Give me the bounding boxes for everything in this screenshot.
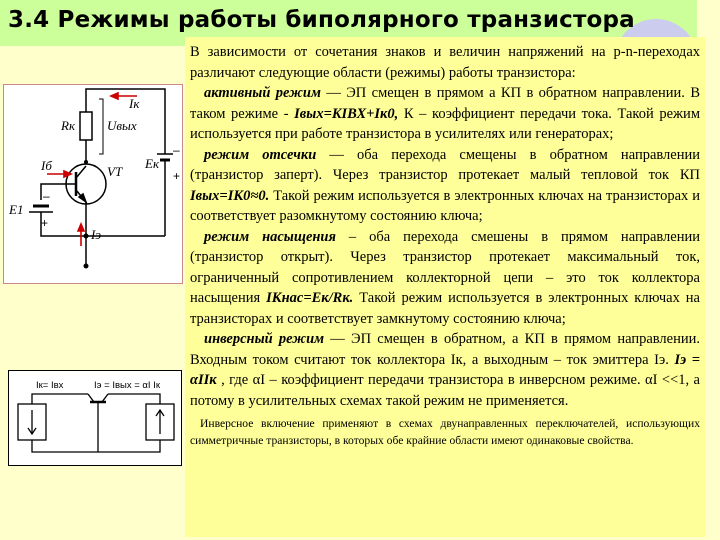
e1-plus-sign: + [41, 216, 49, 230]
saturation-mode-formula: IКнас=Eк/Rк. [266, 290, 354, 306]
label-rk: Rк [61, 118, 76, 133]
inverse-mode-paragraph [190, 329, 700, 411]
transistor-circuit-diagram [3, 84, 183, 284]
cutoff-mode-paragraph [190, 145, 700, 227]
active-mode-term: активный режим [204, 85, 321, 101]
label-vt: VT [107, 164, 123, 179]
inverse-mode-formula: Iэ = αIIк [190, 351, 700, 388]
ek-minus-sign: – [173, 143, 180, 157]
ek-plus-sign: + [173, 169, 181, 183]
saturation-mode-text2: Такой режим используется в электронных ключах на транзисторах и соответствует замкнутому состоянию ключа; [190, 290, 700, 327]
saturation-mode-text1: – оба перехода смешены в прямом направлении (транзистор открыт). Через транзистор протекает максимальный ток, ограниченный сопротивлением коллекторной цепи – это ток коллектора насыщения [190, 228, 700, 306]
inv-label-right: Iэ = Iвых = αI Iк [94, 380, 160, 391]
label-ie: Iэ [91, 227, 102, 242]
inverse-mode-text2: , где αI – коэффициент передачи транзистора в инверсном режиме. αI <<1, а потому в усилительных схемах такой режим не применяется. [190, 372, 700, 409]
active-mode-paragraph [190, 83, 700, 145]
intro-paragraph: В зависимости от сочетания знаков и величин напряжений на p-n-переходах различают следующие области (режимы) работы транзистора: [190, 44, 700, 81]
cutoff-mode-text2: Такой режим используется в электронных ключах на транзисторах и соответствует разомкнутому состоянию ключа; [190, 187, 700, 224]
slide-title: 3.4 Режимы работы биполярного транзистора [8, 7, 635, 33]
e1-minus-sign: – [43, 189, 50, 203]
active-mode-text2: К – коэффициент передачи тока. Такой режим используется при работе транзистора в усилителях или генераторах; [190, 105, 700, 142]
cutoff-mode-formula: Iвых=IК0≈0. [190, 187, 270, 204]
label-e1: E1 [9, 202, 24, 217]
active-mode-formula: Iвых=KIВХ+Iк0, [294, 105, 399, 122]
label-uvyx: Uвых [107, 118, 137, 133]
inverse-mode-circuit [8, 370, 182, 466]
label-ib: Iб [41, 158, 52, 173]
inverse-mode-term: инверсный режим [204, 331, 325, 347]
label-ek: Eк [145, 156, 160, 171]
active-mode-text1: — ЭП смещен в прямом а КП в обратном направлении. В таком режиме - [190, 85, 700, 122]
ground-dot [84, 264, 89, 269]
junction-dot-1 [84, 234, 89, 239]
junction-dot-2 [84, 160, 88, 164]
label-ik: Iк [129, 96, 140, 111]
body-text [190, 42, 700, 449]
cutoff-mode-text1: — оба перехода смещены в обратном направлении (транзистор заперт). Через транзистор протекает малый тепловой ток КП [190, 146, 700, 183]
saturation-mode-term: режим насыщения [204, 228, 336, 245]
inverse-note: Инверсное включение применяют в схемах двунаправленных переключателей, использующих симметричные транзисторы, в которых обе крайние области имеют одинаковые свойства. [190, 417, 700, 447]
saturation-mode-paragraph [190, 227, 700, 330]
inv-label-left: Iк= Iвх [36, 380, 64, 391]
cutoff-mode-term: режим отсечки [204, 146, 317, 163]
inverse-mode-text1: — ЭП смещен в обратном, а КП в прямом направлении. Входным током считают ток коллектора Iк, а выходным – ток эмиттера Iэ. [190, 331, 700, 368]
circuit-frame [4, 85, 183, 284]
